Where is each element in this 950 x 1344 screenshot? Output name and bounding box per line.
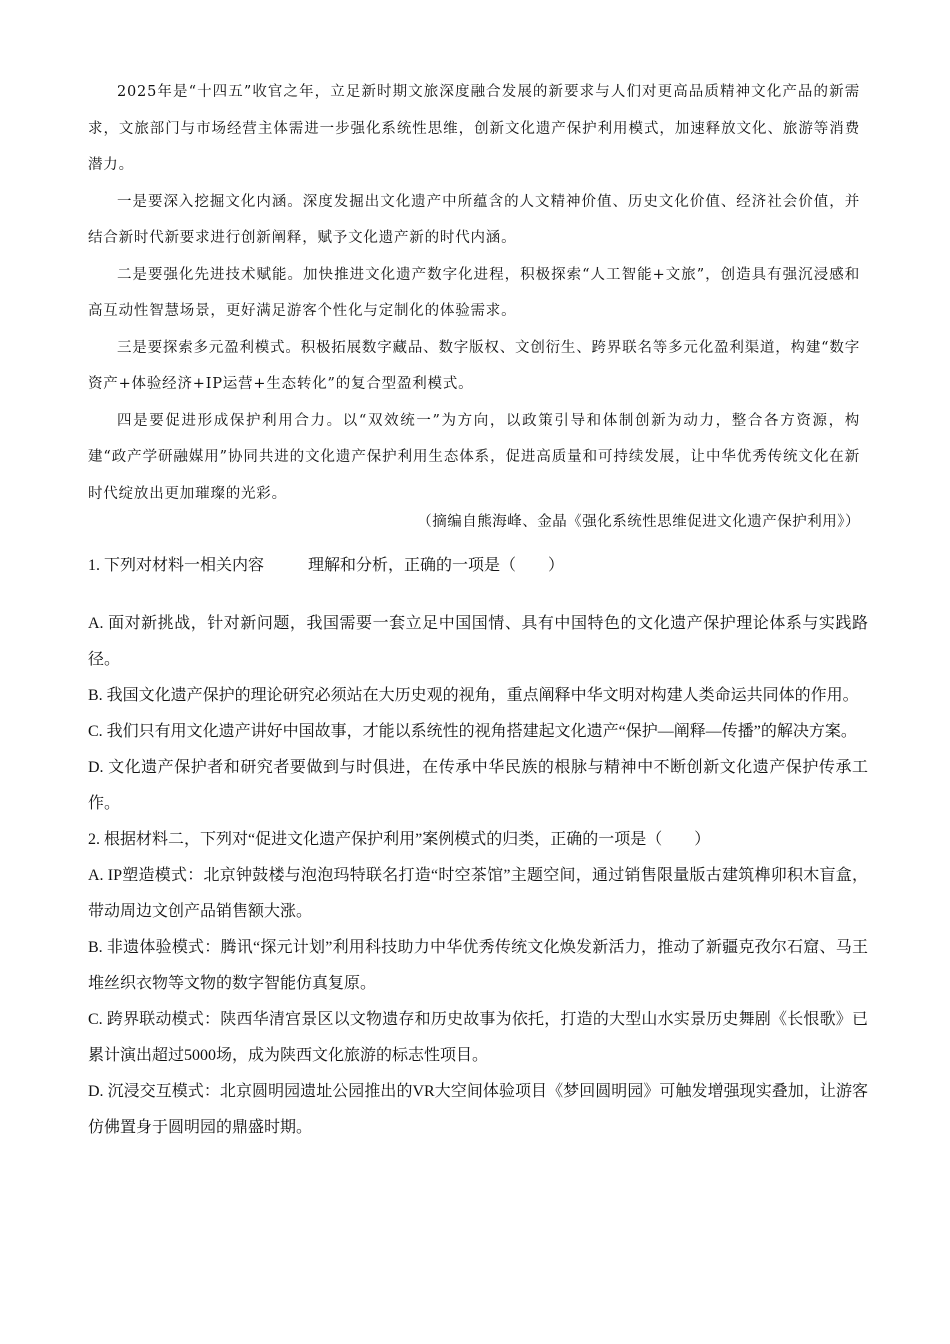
answer-option-b[interactable]: B. 我国文化遗产保护的理论研究必须站在大历史观的视角，重点阐释中华文明对构建人类命运共同体的作用。 — [88, 687, 859, 704]
reading-passage — [88, 74, 860, 512]
answer-option-a[interactable]: A. 面对新挑战，针对新问题，我国需要一套立足中国国情、具有中国特色的文化遗产保护理论体系与实践路径。 — [88, 615, 868, 668]
question-stem: 2. 根据材料二，下列对“促进文化遗产保护利用”案例模式的归类，正确的一项是（ ） — [88, 831, 711, 848]
passage-paragraph: 二是要强化先进技术赋能。加快推进文化遗产数字化进程，积极探索“人工智能+文旅”，创造具有强沉浸感和高互动性智慧场景，更好满足游客个性化与定制化的体验需求。 — [88, 266, 860, 319]
passage-source: （摘编自熊海峰、金晶《强化系统性思维促进文化遗产保护利用》） — [417, 514, 860, 530]
answer-option-c[interactable]: C. 跨界联动模式：陕西华清宫景区以文物遗存和历史故事为依托，打造的大型山水实景历史舞剧《长恨歌》已累计演出超过5000场，成为陕西文化旅游的标志性项目。 — [88, 1011, 868, 1064]
answer-option-a[interactable]: A. IP塑造模式：北京钟鼓楼与泡泡玛特联名打造“时空茶馆”主题空间，通过销售限量版古建筑榫卯积木盲盒，带动周边文创产品销售额大涨。 — [88, 867, 868, 920]
answer-option-d[interactable]: D. 沉浸交互模式：北京圆明园遗址公园推出的VR大空间体验项目《梦回圆明园》可触发增强现实叠加，让游客仿佛置身于圆明园的鼎盛时期。 — [88, 1083, 868, 1136]
question-2 — [88, 822, 868, 1146]
question-stem — [88, 548, 868, 584]
passage-paragraph: 2025年是“十四五”收官之年，立足新时期文旅深度融合发展的新要求与人们对更高品质精神文化产品的新需求，文旅部门与市场经营主体需进一步强化系统性思维，创新文化遗产保护利用模式，加速释放文化、旅游等消费潜力。 — [88, 84, 860, 173]
passage-paragraph: 三是要探索多元盈利模式。积极拓展数字藏品、数字版权、文创衍生、跨界联名等多元化盈利渠道，构建“数字资产+体验经济+IP运营+生态转化”的复合型盈利模式。 — [88, 339, 860, 392]
passage-paragraph: 一是要深入挖掘文化内涵。深度发掘出文化遗产中所蕴含的人文精神价值、历史文化价值、经济社会价值，并结合新时代新要求进行创新阐释，赋予文化遗产新的时代内涵。 — [88, 193, 860, 246]
question-stem-part: 理解和分析，正确的一项是（ ） — [308, 557, 565, 574]
answer-option-d[interactable]: D. 文化遗产保护者和研究者要做到与时俱进，在传承中华民族的根脉与精神中不断创新文化遗产保护传承工作。 — [88, 759, 868, 812]
question-1 — [88, 548, 868, 822]
passage-paragraph: 四是要促进形成保护利用合力。以“双效统一”为方向，以政策引导和体制创新为动力，整合各方资源，构建“政产学研融媒用”协同共进的文化遗产保护利用生态体系，促进高质量和可持续发展，让中华优秀传统文化在新时代绽放出更加璀璨的光彩。 — [88, 412, 860, 502]
answer-option-b[interactable]: B. 非遗体验模式：腾讯“探元计划”利用科技助力中华优秀传统文化焕发新活力，推动了新疆克孜尔石窟、马王堆丝织衣物等文物的数字智能仿真复原。 — [88, 939, 868, 992]
question-list — [88, 548, 868, 1146]
answer-option-c[interactable]: C. 我们只有用文化遗产讲好中国故事，才能以系统性的视角搭建起文化遗产“保护—阐释—传播”的解决方案。 — [88, 723, 857, 740]
question-stem-part: 1. 下列对材料一相关内容 — [88, 557, 265, 574]
